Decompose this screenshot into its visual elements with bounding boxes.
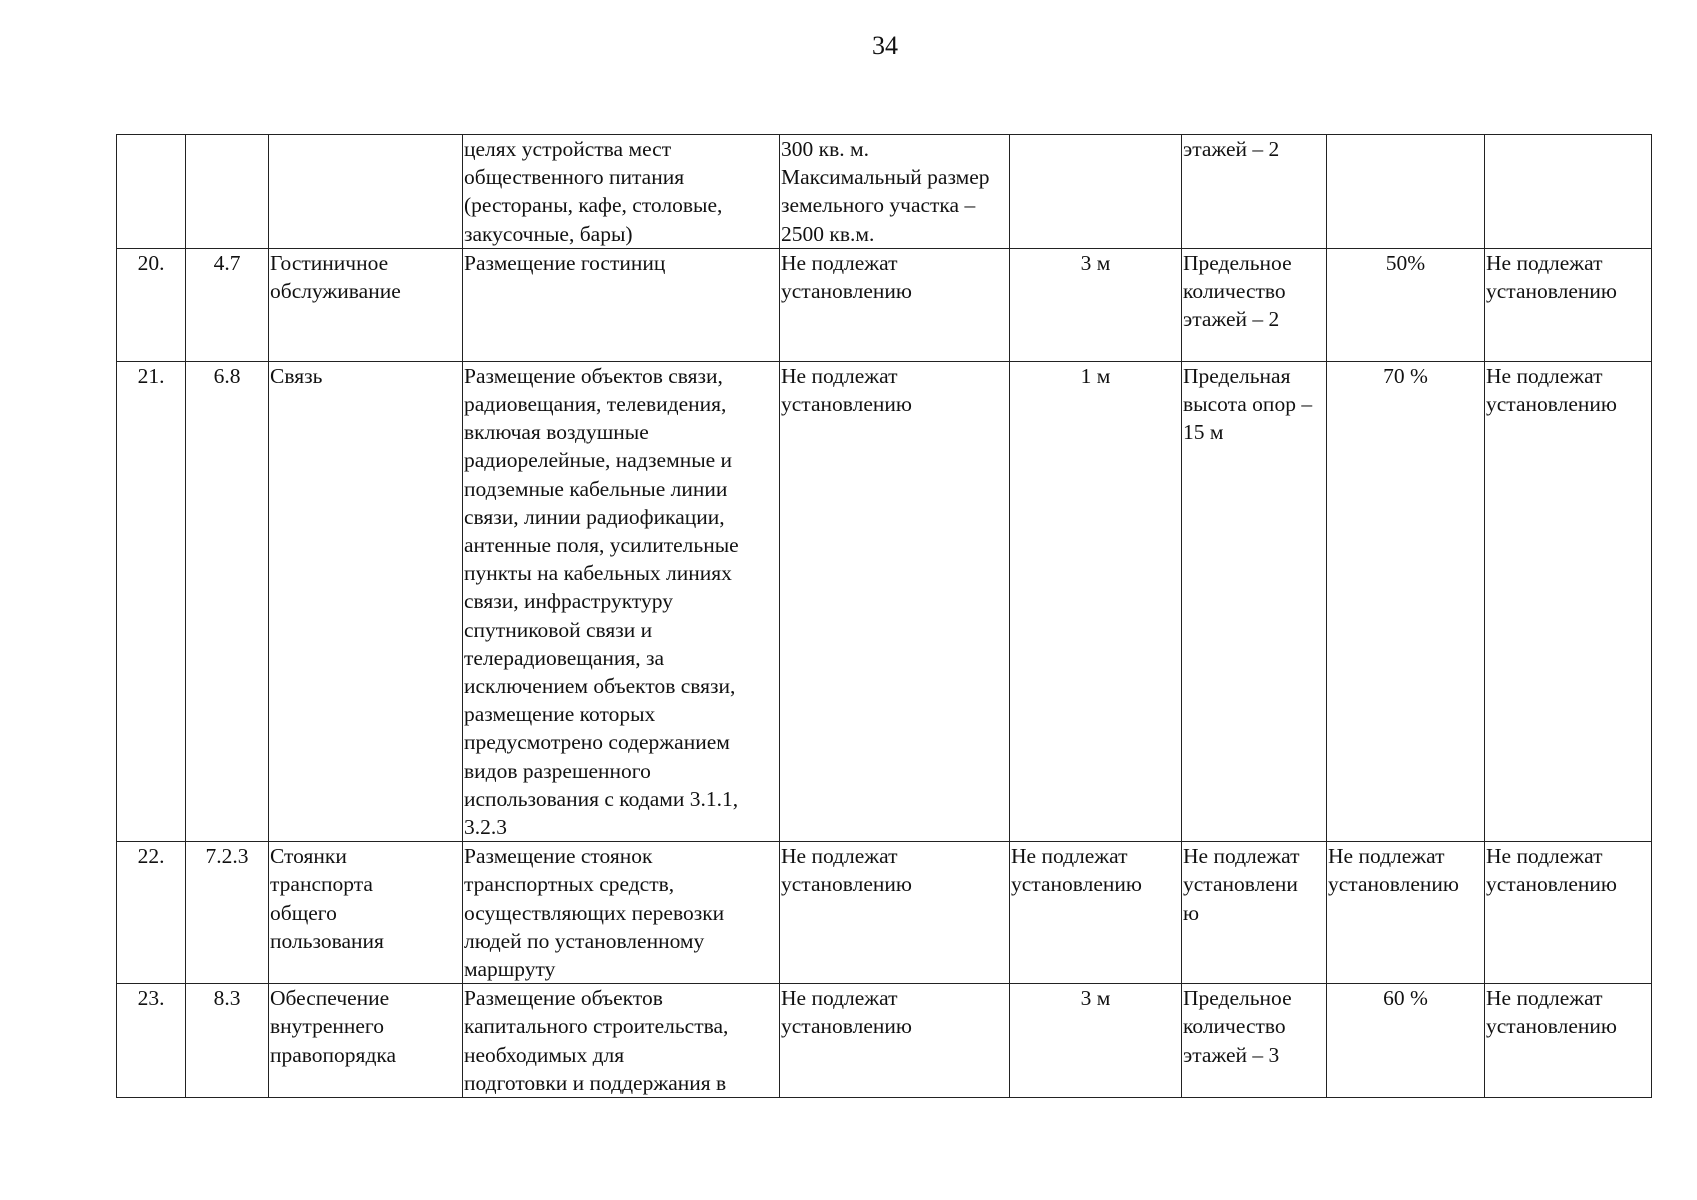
text-line: радиорелейные, надземные и [464,448,733,473]
text-line: 3.2.3 [464,815,507,840]
setback-cell: 1 м [1010,361,1182,841]
plot-size-cell [780,361,1010,841]
code-cell: 4.7 [186,248,269,361]
text-line: установлению [1486,279,1617,304]
text-line: Не подлежат [1183,844,1300,869]
other-cell [1485,361,1652,841]
text-line: исключением объектов связи, [464,674,736,699]
text-line: антенные поля, усилительные [464,533,739,558]
text-line: Не подлежат [781,844,898,869]
text-line: ю [1183,900,1200,925]
description-cell [463,842,780,984]
plot-size-cell [780,842,1010,984]
text-line: этажей – 3 [1183,1042,1280,1067]
height-cell [1182,135,1327,249]
text-line: установлению [1486,392,1617,417]
text-line: этажей – 2 [1183,307,1280,332]
text-line: маршруту [464,957,556,982]
text-line: Не подлежат [781,986,898,1011]
row-number-cell: 21. [117,361,186,841]
text-line: целях устройства мест [464,137,672,161]
zoning-regulations-table [116,134,1652,1098]
text-line: транспорта [270,872,373,897]
text-line: размещение которых [464,702,656,727]
table-row [117,248,1652,361]
name-cell [269,248,463,361]
other-cell [1485,135,1652,249]
text-line: подземные кабельные линии [464,476,728,501]
text-line: обслуживание [270,279,401,304]
text-line: Не подлежат [781,363,898,388]
text-line: телерадиовещания, за [464,645,665,670]
setback-cell [1010,842,1182,984]
text-line: высота опор – [1183,392,1313,417]
text-line: Размещение гостиниц [464,250,666,275]
text-line: Размещение объектов связи, [464,363,723,388]
name-cell [269,984,463,1098]
text-line: предусмотрено содержанием [464,730,730,755]
height-cell [1182,984,1327,1098]
text-line: 2500 кв.м. [781,221,875,246]
table-row [117,984,1652,1098]
name-cell [269,842,463,984]
text-line: установлению [781,1014,912,1039]
text-line: Не подлежат [1486,363,1603,388]
text-line: установлению [1486,1014,1617,1039]
row-number-cell [117,135,186,249]
page-number: 34 [872,31,898,60]
coverage-cell [1327,842,1485,984]
other-cell [1485,842,1652,984]
text-line: Не подлежат [1486,986,1603,1011]
text-line: правопорядка [270,1042,397,1067]
text-line: включая воздушные [464,420,649,445]
description-cell [463,361,780,841]
row-number-cell: 22. [117,842,186,984]
plot-size-cell [780,248,1010,361]
text-line: общественного питания [464,165,685,190]
text-line: радиовещания, телевидения, [464,392,727,417]
text-line: (рестораны, кафе, столовые, [464,193,723,218]
text-line: Не подлежат [1011,844,1128,869]
text-line: видов разрешенного [464,758,651,783]
text-line: общего [270,900,337,925]
text-line: установлению [781,279,912,304]
row-number-cell: 20. [117,248,186,361]
other-cell [1485,248,1652,361]
height-cell [1182,248,1327,361]
text-line: спутниковой связи и [464,617,653,642]
setback-cell [1010,135,1182,249]
text-line: Гостиничное [270,250,389,275]
setback-cell: 3 м [1010,984,1182,1098]
coverage-cell [1327,135,1485,249]
table-row [117,135,1652,249]
text-line: установлению [1328,872,1459,897]
other-cell [1485,984,1652,1098]
text-line: Размещение объектов [464,986,663,1011]
text-line: 15 м [1183,420,1224,445]
text-line: связи, линии радиофикации, [464,504,725,529]
text-line: людей по установленному [464,928,705,953]
name-cell [269,361,463,841]
code-cell: 6.8 [186,361,269,841]
text-line: Не подлежат [781,250,898,275]
text-line: этажей – 2 [1183,137,1280,161]
text-line: транспортных средств, [464,872,675,897]
code-cell: 8.3 [186,984,269,1098]
text-line: подготовки и поддержания в [464,1070,727,1095]
table-row [117,361,1652,841]
text-line: внутреннего [270,1014,384,1039]
row-number-cell: 23. [117,984,186,1098]
text-line: капитального строительства, [464,1014,729,1039]
height-cell [1182,361,1327,841]
text-line: Не подлежат [1486,844,1603,869]
text-line: использования с кодами 3.1.1, [464,786,739,811]
text-line: установлению [781,392,912,417]
description-cell [463,248,780,361]
setback-cell: 3 м [1010,248,1182,361]
name-cell [269,135,463,249]
text-line: Максимальный размер [781,165,990,190]
text-line: необходимых для [464,1042,625,1067]
table-row [117,842,1652,984]
text-line: земельного участка – [781,193,976,218]
text-line: количество [1183,1014,1286,1039]
text-line: Связь [270,363,323,388]
text-line: Размещение стоянок [464,844,653,869]
text-line: пользования [270,928,384,953]
text-line: Не подлежат [1328,844,1445,869]
plot-size-cell [780,984,1010,1098]
text-line: установлению [1011,872,1142,897]
description-cell [463,135,780,249]
text-line: Предельное [1183,250,1292,275]
coverage-cell: 50% [1327,248,1485,361]
text-line: 300 кв. м. [781,137,869,161]
description-cell [463,984,780,1098]
text-line: установлению [781,872,912,897]
plot-size-cell [780,135,1010,249]
text-line: пункты на кабельных линиях [464,561,732,586]
text-line: Не подлежат [1486,250,1603,275]
text-line: связи, инфраструктуру [464,589,673,614]
coverage-cell: 60 % [1327,984,1485,1098]
code-cell [186,135,269,249]
text-line: Обеспечение [270,986,390,1011]
text-line: Предельная [1183,363,1291,388]
text-line: осуществляющих перевозки [464,900,725,925]
text-line: Предельное [1183,986,1292,1011]
text-line: закусочные, бары) [464,221,633,246]
text-line: Стоянки [270,844,347,869]
text-line: количество [1183,279,1286,304]
height-cell [1182,842,1327,984]
coverage-cell: 70 % [1327,361,1485,841]
code-cell: 7.2.3 [186,842,269,984]
text-line: установлению [1486,872,1617,897]
text-line: установлени [1183,872,1298,897]
